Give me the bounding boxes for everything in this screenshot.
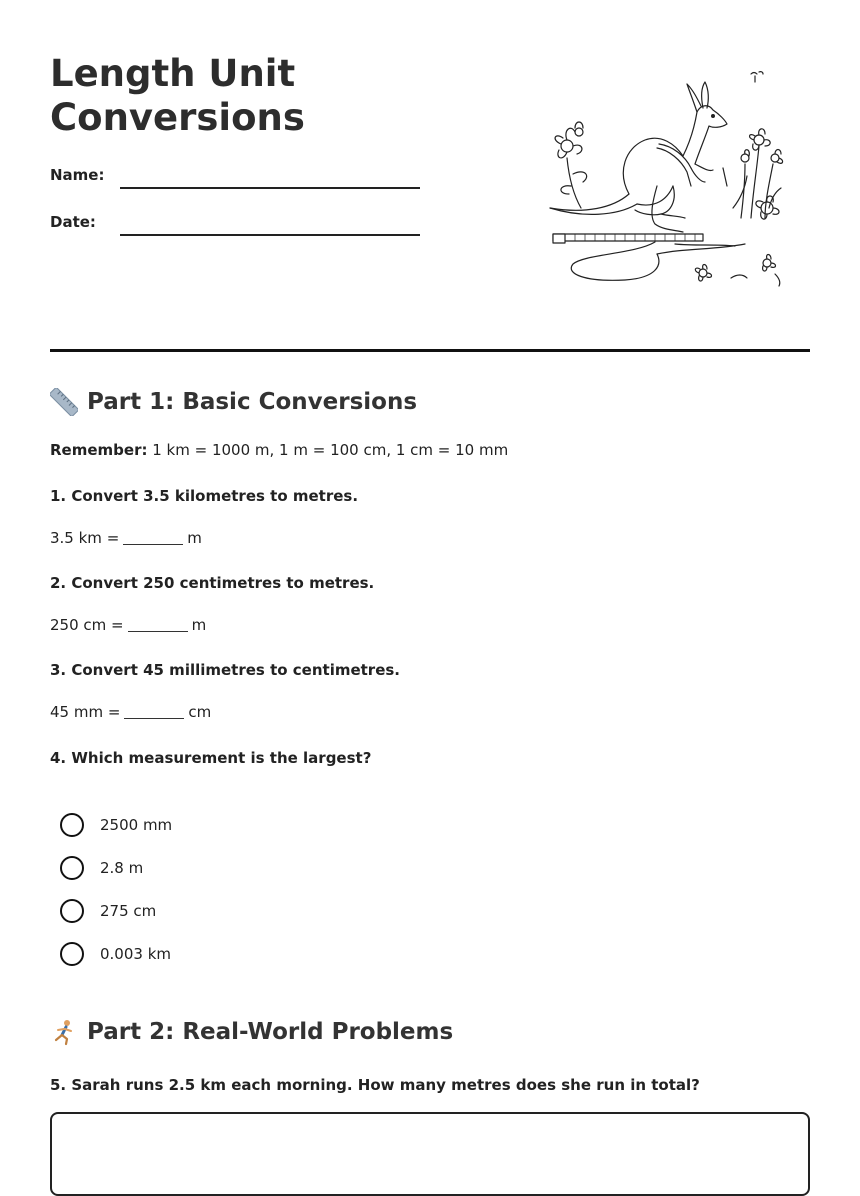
page-title: Length Unit Conversions <box>50 52 305 139</box>
question-5: 5. Sarah runs 2.5 km each morning. How many metres does she run in total? <box>50 1076 700 1094</box>
answer-suffix: m <box>191 616 207 634</box>
answer-suffix: cm <box>188 703 212 721</box>
date-field[interactable] <box>120 234 420 236</box>
date-label: Date: <box>50 213 96 231</box>
mcq-option[interactable] <box>60 899 156 923</box>
ruler-icon <box>50 388 78 416</box>
remember-note <box>50 441 508 459</box>
option-label: 0.003 km <box>100 945 172 963</box>
mcq-option[interactable] <box>60 813 172 837</box>
part1-heading <box>50 388 417 416</box>
question-4: 4. Which measurement is the largest? <box>50 749 372 767</box>
mcq-option[interactable] <box>60 942 171 966</box>
header-divider <box>50 349 810 352</box>
remember-label: Remember: <box>50 441 148 459</box>
answer-blank[interactable] <box>123 530 183 545</box>
answer-row-2 <box>50 616 206 634</box>
radio-button[interactable] <box>60 942 84 966</box>
radio-button[interactable] <box>60 856 84 880</box>
answer-row-1 <box>50 529 202 547</box>
question-2: 2. Convert 250 centimetres to metres. <box>50 574 375 592</box>
question-1: 1. Convert 3.5 kilometres to metres. <box>50 487 359 505</box>
part2-heading-text: Part 2: Real-World Problems <box>87 1019 454 1045</box>
name-label: Name: <box>50 166 105 184</box>
name-field[interactable] <box>120 187 420 189</box>
answer-row-3 <box>50 703 211 721</box>
mcq-option[interactable] <box>60 856 143 880</box>
answer-suffix: m <box>187 529 202 547</box>
answer-box[interactable] <box>50 1112 810 1196</box>
runner-icon <box>50 1018 78 1046</box>
answer-prefix: 45 mm = <box>50 703 121 721</box>
answer-prefix: 250 cm = <box>50 616 124 634</box>
option-label: 2.8 m <box>100 859 144 877</box>
question-3: 3. Convert 45 millimetres to centimetres. <box>50 661 401 679</box>
part2-heading <box>50 1018 453 1046</box>
option-label: 2500 mm <box>100 816 173 834</box>
radio-button[interactable] <box>60 899 84 923</box>
part1-heading-text: Part 1: Basic Conversions <box>87 389 418 415</box>
answer-blank[interactable] <box>128 617 188 632</box>
radio-button[interactable] <box>60 813 84 837</box>
answer-blank[interactable] <box>124 704 184 719</box>
answer-prefix: 3.5 km = <box>50 529 120 547</box>
option-label: 275 cm <box>100 902 157 920</box>
remember-text: 1 km = 1000 m, 1 m = 100 cm, 1 cm = 10 mm <box>147 441 509 459</box>
kangaroo-illustration <box>545 68 790 293</box>
